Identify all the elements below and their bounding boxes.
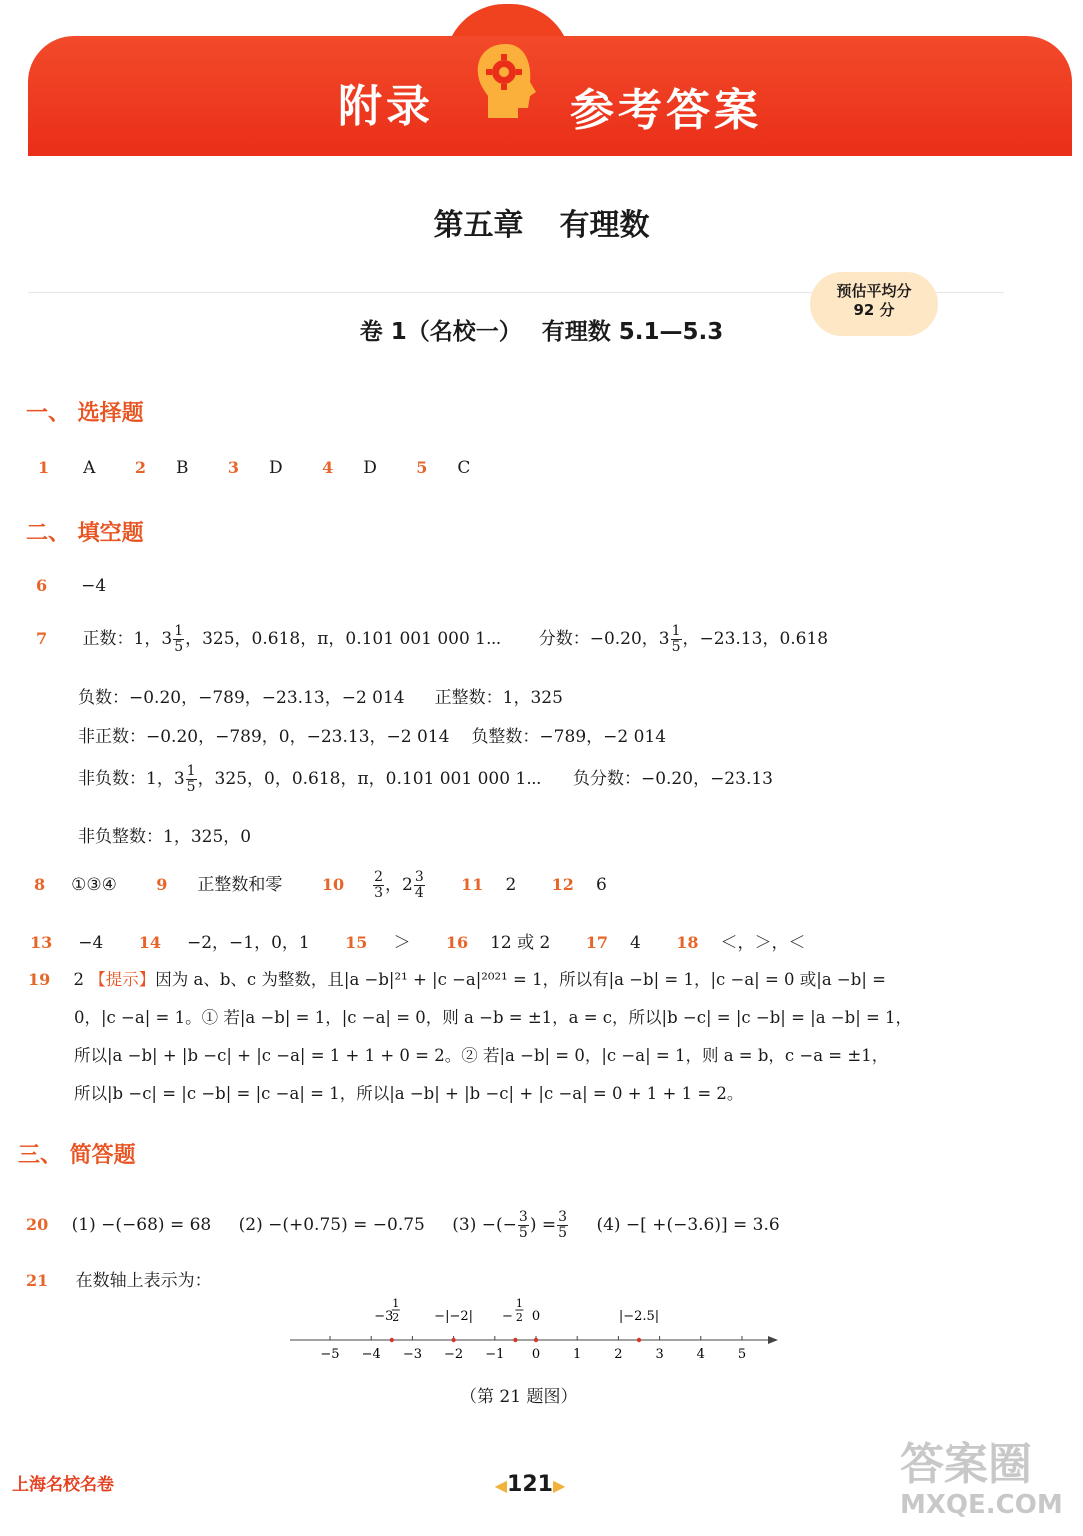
q21-row	[26, 1266, 212, 1291]
answer: 2	[505, 875, 517, 895]
answer-text: 正整数：1，325	[434, 688, 563, 708]
tick-label: 5	[737, 1347, 747, 1362]
answer: 12 或 2	[490, 933, 551, 953]
question-text: 在数轴上表示为：	[75, 1271, 212, 1291]
q19-line2: 0，|c −a| = 1。① 若|a −b| = 1，|c −a| = 0，则 a −b = ±1，a = c，所以|b −c| = |c −b| = |a −b| = 1，	[74, 1008, 913, 1027]
answer-text: 非正数：−0.20，−789，0，−23.13，−2 014	[78, 727, 450, 747]
section-multiple-choice: 一、 选择题	[26, 401, 144, 426]
question-number: 14	[138, 933, 161, 952]
question-number: 11	[461, 875, 484, 894]
fraction: $\frac{1}{5}$	[174, 623, 184, 655]
answer: D	[363, 458, 377, 478]
answer: (4) −[ +(−3.6)] = 3.6	[596, 1215, 780, 1235]
q7-line3	[78, 722, 666, 747]
section-short-answer: 三、 简答题	[18, 1143, 136, 1168]
tick-label: −2	[444, 1347, 464, 1362]
answer: A	[83, 458, 96, 478]
question-number: 5	[416, 458, 428, 477]
q19-line4: 所以|b −c| = |c −b| = |c −a| = 1，所以|a −b| + |b −c| + |c −a| = 0 + 1 + 1 = 2。	[74, 1084, 744, 1103]
mc-answers	[38, 458, 470, 478]
answer-text: 负整数：−789，−2 014	[471, 727, 667, 747]
q6-row	[36, 576, 106, 596]
point-label: |−2.5|	[618, 1309, 660, 1324]
answer: −4	[78, 933, 104, 953]
point-label: −3	[374, 1309, 394, 1324]
tick-label: −1	[485, 1347, 505, 1362]
answer: (1) −(−68) = 68	[71, 1215, 212, 1235]
answer-text: 分数：−0.20，3	[538, 629, 670, 649]
number-line-arrow	[768, 1336, 778, 1344]
tick-label: −4	[361, 1347, 381, 1362]
question-number: 19	[28, 970, 51, 989]
chapter-heading	[0, 200, 1083, 244]
point-label: −	[501, 1309, 513, 1324]
question-number: 12	[551, 875, 574, 894]
section-fill-blank: 二、 填空题	[26, 521, 144, 546]
answer: 4	[630, 933, 641, 953]
figure-caption: （第 21 题图）	[460, 1387, 578, 1407]
question-number: 8	[34, 875, 46, 894]
volume-heading	[0, 313, 1083, 346]
hint-label: 【提示】	[89, 970, 156, 989]
q19-line1	[28, 966, 886, 990]
point-label-numerator: 1	[392, 1297, 400, 1310]
tick-label: 2	[614, 1347, 623, 1362]
number-point	[637, 1338, 641, 1342]
answer: D	[269, 458, 283, 478]
question-number: 6	[36, 576, 48, 595]
tick-label: −5	[320, 1347, 340, 1362]
number-line-figure	[290, 1290, 780, 1370]
header-banner	[28, 36, 1072, 156]
fraction: $\frac{3}{4}$	[414, 869, 424, 901]
answer-text: ，−23.13，0.618	[682, 629, 829, 649]
answer: (2) −(+0.75) = −0.75	[238, 1215, 425, 1235]
appendix-title: 附录	[338, 81, 434, 132]
tick-label: 4	[696, 1347, 705, 1362]
answer: −4	[81, 576, 107, 596]
q20-row	[26, 1210, 780, 1241]
q7-line1	[36, 624, 828, 655]
fraction: $\frac{3}{5}$	[558, 1209, 568, 1241]
q8-q12-row	[34, 870, 607, 901]
answer: −2，−1，0，1	[187, 933, 310, 953]
right-triangle-icon: ▶	[552, 1476, 566, 1495]
page-number-text: 121	[507, 1472, 553, 1497]
number-point	[513, 1338, 517, 1342]
point-label: −|−2|	[434, 1309, 474, 1324]
number-point	[390, 1338, 394, 1342]
page-number	[490, 1472, 570, 1497]
footer-brand: 上海名校名卷	[12, 1475, 114, 1495]
answer: B	[175, 458, 189, 478]
answer-text: 负数：−0.20，−789，−23.13，−2 014	[78, 688, 405, 708]
tick-label: 3	[655, 1347, 664, 1362]
answer: ) =	[529, 1215, 557, 1235]
point-label: 0	[531, 1309, 541, 1324]
answers-title: 参考答案	[570, 85, 762, 136]
question-number: 7	[36, 629, 48, 648]
tick-label: −3	[402, 1347, 422, 1362]
fraction: $\frac{2}{3}$	[374, 869, 384, 901]
answer: (3) −(−	[452, 1215, 517, 1235]
answer-text: 正数：1，3	[82, 629, 173, 649]
fraction: $\frac{1}{5}$	[671, 623, 681, 655]
answer: 正整数和零	[197, 875, 283, 895]
q7-line4	[78, 764, 773, 795]
q7-line2	[78, 683, 563, 708]
question-number: 18	[676, 933, 699, 952]
answer-text: ，325，0.618，π，0.101 001 000 1⋯	[185, 629, 502, 649]
point-label-numerator: 1	[515, 1297, 523, 1310]
question-number: 15	[345, 933, 368, 952]
question-number: 20	[26, 1215, 49, 1234]
head-gear-icon	[470, 40, 542, 122]
question-number: 1	[38, 458, 50, 477]
tick-label: 1	[573, 1347, 582, 1362]
question-number: 13	[30, 933, 53, 952]
answer: ＞	[393, 933, 411, 953]
chapter-label: 第五章	[433, 208, 524, 243]
question-number: 21	[26, 1271, 49, 1290]
volume-label: 卷 1（名校一）	[359, 319, 522, 345]
fraction: $\frac{3}{5}$	[518, 1209, 528, 1241]
q19-line3: 所以|a −b| + |b −c| + |c −a| = 1 + 1 + 0 = 2。② 若|a −b| = 0，|c −a| = 1，则 a = b，c −a = ±1，	[74, 1046, 889, 1065]
hint-text: 因为 a、b、c 为整数，且|a −b|²¹ + |c −a|²⁰²¹ = 1，所以有|a −b| = 1，|c −a| = 0 或|a −b| =	[155, 970, 886, 989]
answer: ①③④	[71, 875, 117, 895]
point-label-denominator: 2	[515, 1311, 523, 1324]
answer: ＜，＞，＜	[720, 933, 806, 953]
left-triangle-icon: ◀	[494, 1476, 508, 1495]
watermark-text: 答案圈	[900, 1439, 1032, 1490]
question-number: 17	[585, 933, 609, 952]
question-number: 3	[227, 458, 240, 477]
answer: 6	[595, 875, 607, 895]
tick-label: 0	[531, 1347, 541, 1362]
question-number: 2	[134, 458, 146, 477]
answer-text: 非负数：1，3	[78, 769, 185, 789]
answer-text: ，325，0，0.618，π，0.101 001 000 1⋯	[197, 769, 542, 789]
point-label-denominator: 2	[392, 1311, 400, 1324]
question-number: 9	[156, 875, 168, 894]
watermark-logo	[900, 1440, 1063, 1520]
question-number: 16	[445, 933, 469, 952]
badge-score: 92 分	[853, 301, 895, 319]
question-number: 4	[322, 458, 334, 477]
number-point	[534, 1338, 538, 1342]
answer-text: 负分数：−0.20，−23.13	[572, 769, 773, 789]
answer: ，2	[385, 875, 413, 895]
volume-title: 有理数 5.1—5.3	[541, 319, 724, 345]
q13-q18-row	[30, 928, 806, 953]
answer: 2	[73, 970, 85, 989]
answer: C	[457, 458, 471, 478]
q7-line5: 非负整数：1，325，0	[78, 827, 252, 847]
question-number: 10	[321, 875, 345, 894]
chapter-title: 有理数	[559, 208, 650, 243]
watermark-url: MXQE.COM	[900, 1490, 1063, 1520]
number-point	[451, 1338, 455, 1342]
fraction: $\frac{1}{5}$	[186, 763, 196, 795]
badge-label: 预估平均分	[836, 282, 912, 300]
